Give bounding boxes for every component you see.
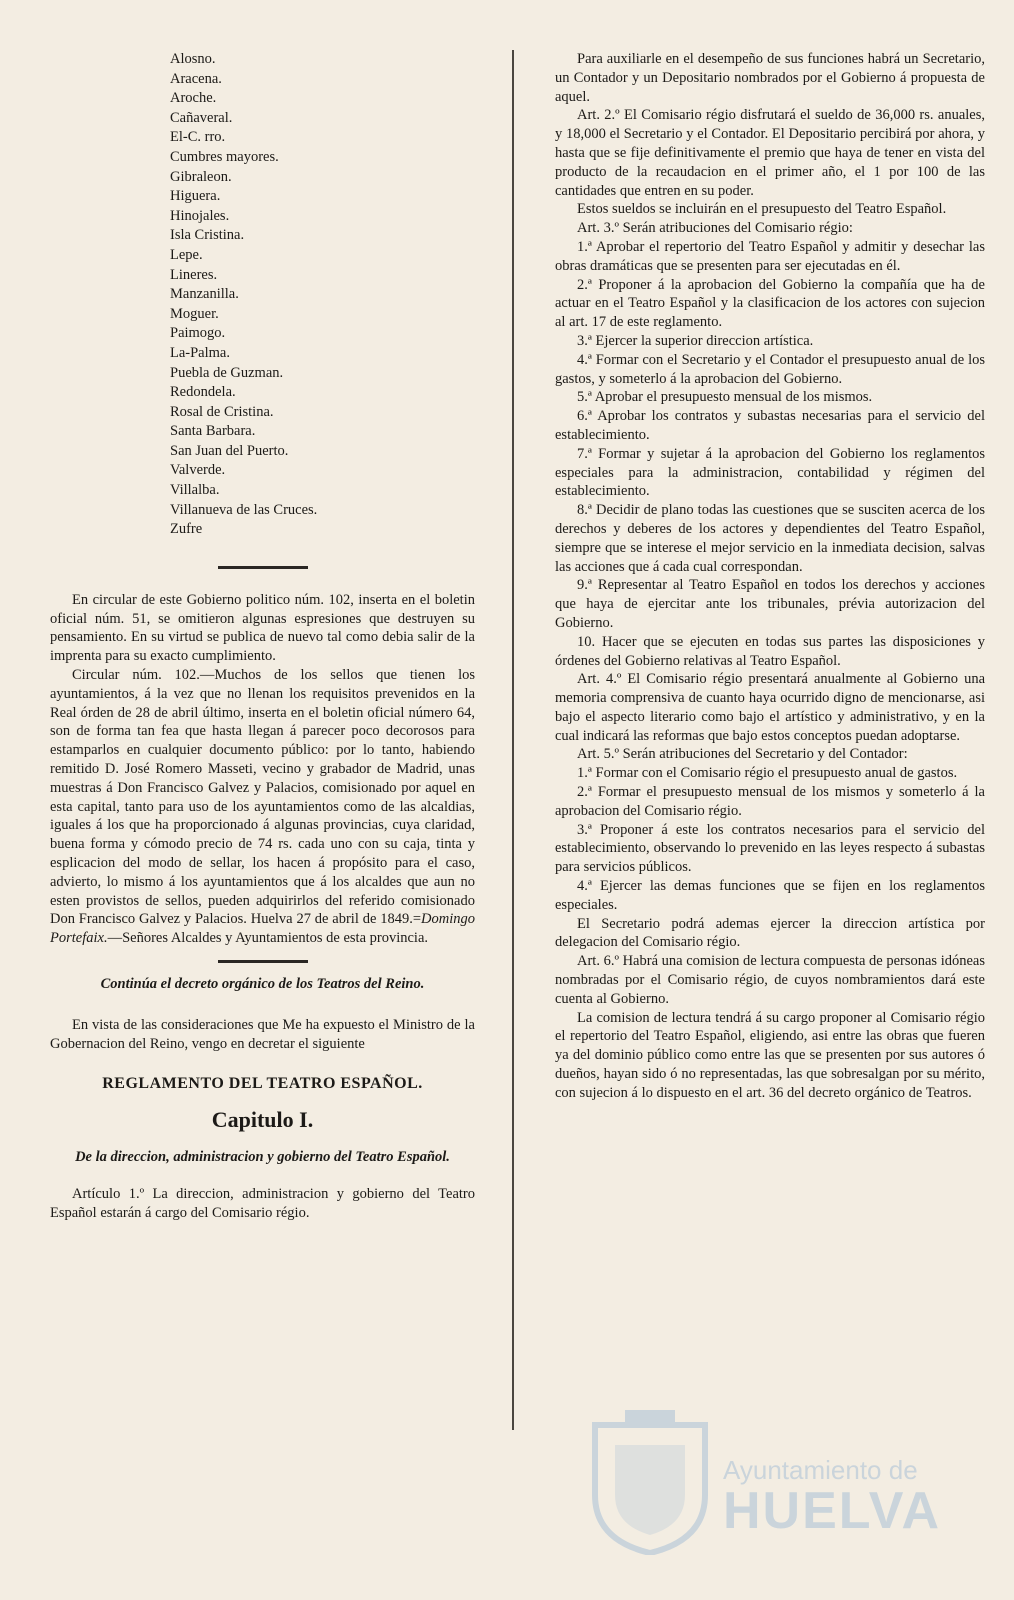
town-item: Rosal de Cristina. xyxy=(170,403,274,420)
paragraph: 3.ª Ejercer la superior direccion artística. xyxy=(577,332,814,349)
town-item: Santa Barbara. xyxy=(170,423,256,440)
town-item: Lepe. xyxy=(170,246,203,263)
town-item: Cañaveral. xyxy=(170,109,233,126)
paragraph: Art. 4.º El Comisario régio presentará anualmente al Gobierno una memoria comprensiva de cuanto haya ocurrido digno de mencionarse, asi bajo el aspecto literario como bajo el artístico y administrativo, y en la cual indicará las reformas que bajo estos conceptos puedan adoptarse. xyxy=(555,671,985,744)
town-item: Paimogo. xyxy=(170,325,226,342)
town-item: Valverde. xyxy=(170,462,226,479)
town-item: Puebla de Guzman. xyxy=(170,364,284,381)
paragraph: Para auxiliarle en el desempeño de sus funciones habrá un Secretario, un Contador y un Depositario nombrados por el Gobierno á propuesta de aquel. xyxy=(555,51,985,105)
paragraph: 8.ª Decidir de plano todas las cuestiones que se susciten acerca de los derechos y deberes de los actores y dependientes del Teatro Español, siempre que se interese el mejor servicio en la inmediata decision, salvas las acciones que á cada cual correspondan. xyxy=(555,502,985,575)
town-item: Manzanilla. xyxy=(170,286,239,303)
paragraph: La comision de lectura tendrá á su cargo proponer al Comisario régio el repertorio del Teatro Español, eligiendo, asi entre las obras que fueren ya del dominio público como entre las que se presenten por sus autores ó dueños, hayan sido ó no representadas, las que sobresalgan por su mérito, con sujecion á lo dispuesto en el art. 36 del decreto orgánico de Teatros. xyxy=(555,1009,985,1101)
town-item: Zufre xyxy=(170,521,203,538)
watermark-line2: HUELVA xyxy=(723,1482,942,1540)
circular-body-text: Circular núm. 102.—Muchos de los sellos que tienen los ayuntamientos, á la vez que no llenan los requisitos prevenidos en la Real órden de 28 de abril último, inserta en el boletin oficial número 64, son de forma tan fea que hasta llegan á parecer poco decorosos para estamparlos en cualquier documento público: por lo tanto, habiendo remitido D. José Romero Masseti, vecino y grabador de Madrid, unas muestras á Don Francisco Galvez y Palacios, comisionado por aquel en esta capital, tanto para uso de los ayuntamientos como de las alcaldias, iguales á los que ha proporcionado á algunas provincias, cuya claridad, buena forma y cómodo precio de 74 rs. cada uno con su caja, tinta y esplicacion del modo de sellar, los hacen á propósito para el caso, advierto, lo mismo á los ayuntamientos que á los alcaldes que aun no esten provistos de sellos, pueden adquirirlos del referido comisionado Don Francisco Galvez y Palacios. Huelva 27 de abril de 1849.= xyxy=(50,667,475,928)
reglamento-title: REGLAMENTO DEL TEATRO ESPAÑOL. xyxy=(102,1075,423,1093)
town-item: Redondela. xyxy=(170,384,236,401)
continua-heading: Continúa el decreto orgánico de los Teatros del Reino. xyxy=(100,975,425,992)
town-item: Lineres. xyxy=(170,266,218,283)
town-list xyxy=(170,50,475,540)
town-item: Moguer. xyxy=(170,305,219,322)
paragraph: Art. 5.º Serán atribuciones del Secretario y del Contador: xyxy=(577,746,908,763)
town-item: Aroche. xyxy=(170,90,217,107)
paragraph: El Secretario podrá ademas ejercer la direccion artística por delegacion del Comisario régio. xyxy=(555,915,985,951)
watermark-line1: Ayuntamiento de xyxy=(723,1455,918,1485)
paragraph: Art. 3.º Serán atribuciones del Comisario régio: xyxy=(577,220,853,237)
town-item: El-C. rro. xyxy=(170,129,226,146)
town-item: Alosno. xyxy=(170,51,216,67)
paragraph: 5.ª Aprobar el presupuesto mensual de los mismos. xyxy=(577,389,873,406)
paragraph: 1.ª Formar con el Comisario régio el presupuesto anual de gastos. xyxy=(577,765,958,782)
coat-of-arms-icon xyxy=(585,1405,715,1555)
circular-intro: En circular de este Gobierno politico núm. 102, inserta en el boletin oficial núm. 51, se omitieron algunas espresiones que destruyen su pensamiento. En su virtud se publica de nuevo tal como debia salir de la imprenta para su exacto cumplimiento. xyxy=(50,591,475,665)
paragraph: Art. 6.º Habrá una comision de lectura compuesta de personas idóneas nombradas por el Comisario régio, de cuyos nombramientos dará este cuenta al Gobierno. xyxy=(555,953,985,1007)
town-item: San Juan del Puerto. xyxy=(170,442,289,459)
town-item: Gibraleon. xyxy=(170,168,232,185)
town-item: Higuera. xyxy=(170,188,221,205)
chapter-title: Capitulo I. xyxy=(211,1107,314,1133)
town-item: Aracena. xyxy=(170,70,222,87)
paragraph: 3.ª Proponer á este los contratos necesarios para el servicio del establecimiento, observando lo prevenido en las leyes respecto á subastas para servicios públicos. xyxy=(555,821,985,876)
preamble: En vista de las consideraciones que Me ha expuesto el Ministro de la Gobernacion del Reino, vengo en decretar el siguiente xyxy=(50,1016,475,1052)
town-item: Villalba. xyxy=(170,482,220,499)
paragraph: 9.ª Representar al Teatro Español en todos los derechos y acciones que haya de ejercitar ante los tribunales, prévia autorizacion del Gobierno. xyxy=(555,577,985,631)
paragraph: 4.ª Formar con el Secretario y el Contador el presupuesto anual de los gastos, y someterlo á la aprobacion del Gobierno. xyxy=(555,351,985,387)
paragraph: 1.ª Aprobar el repertorio del Teatro Español y admitir y desechar las obras dramáticas que se presenten para ser ejecutadas en él. xyxy=(555,238,985,274)
paragraph: 4.ª Ejercer las demas funciones que se fijen en los reglamentos especiales. xyxy=(555,878,985,913)
right-column xyxy=(555,50,985,1103)
section-rule-2 xyxy=(218,960,308,963)
circular-body xyxy=(50,666,475,948)
section-rule xyxy=(218,566,308,569)
article-1: Artículo 1.º La direccion, administracion y gobierno del Teatro Español estarán á cargo del Comisario régio. xyxy=(50,1186,475,1222)
paragraph: Estos sueldos se incluirán en el presupuesto del Teatro Español. xyxy=(577,201,947,218)
paragraph: 7.ª Formar y sujetar á la aprobacion del Gobierno los reglamentos especiales para la administracion, contabilidad y régimen del establecimiento. xyxy=(555,445,985,500)
paragraph: 2.ª Proponer á la aprobacion del Gobierno la compañía que ha de actuar en el Teatro Español y la clasificacion de los actores con sujecion al art. 17 de este reglamento. xyxy=(555,276,985,331)
column-divider xyxy=(512,50,514,1430)
town-item: La-Palma. xyxy=(170,344,230,361)
paragraph: Art. 2.º El Comisario régio disfrutará el sueldo de 36,000 rs. anuales, y 18,000 el Secretario y el Contador. El Depositario percibirá por ahora, y hasta que se fije definitivamente el premio que haya de tener en vista del producto de la recaudacion en el primer año, el 1 por 100 de las cantidades que entren en su poder. xyxy=(555,107,985,199)
town-item: Hinojales. xyxy=(170,207,230,224)
paragraph: 10. Hacer que se ejecuten en todas sus partes las disposiciones y órdenes del Gobierno relativas al Teatro Español. xyxy=(555,633,985,669)
paragraph: 6.ª Aprobar los contratos y subastas necesarias para el servicio del establecimiento. xyxy=(555,408,985,443)
signature: Domingo Portefaix. xyxy=(50,911,475,947)
town-item: Isla Cristina. xyxy=(170,227,245,244)
town-item: Cumbres mayores. xyxy=(170,148,279,165)
paragraph: 2.ª Formar el presupuesto mensual de los mismos y someterlo á la aprobacion del Comisario régio. xyxy=(555,784,985,819)
watermark xyxy=(585,1405,985,1555)
section-heading: De la direccion, administracion y gobierno del Teatro Español. xyxy=(75,1149,450,1166)
town-item: Villanueva de las Cruces. xyxy=(170,501,318,518)
recipients: —Señores Alcaldes y Ayuntamientos de esta provincia. xyxy=(107,930,429,947)
left-column xyxy=(50,50,475,1223)
